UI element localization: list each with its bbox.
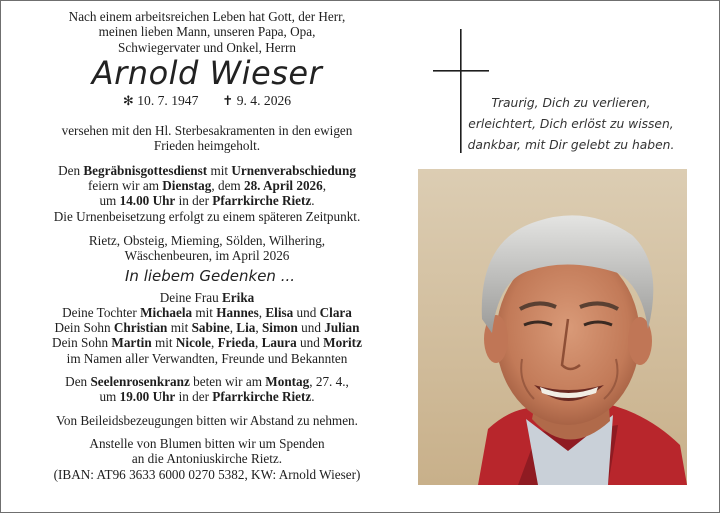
sacraments-line-1: versehen mit den Hl. Sterbesakramenten in den ewigen bbox=[61, 123, 353, 139]
life-dates bbox=[15, 93, 399, 109]
condolence-note: Von Beileidsbezeugungen bitten wir Abstand zu nehmen. bbox=[56, 412, 358, 428]
donation-line-1: Anstelle von Blumen bitten wir um Spenden bbox=[89, 435, 325, 451]
family-row-4: Dein Sohn Martin mit Nicole, Frieda, Laura und Moritz bbox=[52, 335, 362, 351]
places-line-1: Rietz, Obsteig, Mieming, Sölden, Wilhering, bbox=[88, 232, 326, 248]
family-row-1: Deine Frau Erika bbox=[159, 289, 255, 305]
memory-heading: In liebem Gedenken ... bbox=[125, 266, 295, 285]
birth-date: 10. 7. 1947 bbox=[137, 92, 199, 108]
portrait-photo bbox=[418, 169, 687, 485]
intro-line-3: Schwiegervater und Onkel, Herrn bbox=[118, 39, 296, 55]
family-row-5: im Namen aller Verwandten, Freunde und Bekannten bbox=[66, 350, 348, 366]
funeral-line-2: feiern wir am Dienstag, dem 28. April 2026, bbox=[87, 178, 327, 194]
family-row-3: Dein Sohn Christian mit Sabine, Lia, Simon und Julian bbox=[54, 320, 360, 336]
rosary-line-1: Den Seelenrosenkranz beten wir am Montag, 27. 4., bbox=[65, 374, 349, 390]
intro-line-2: meinen lieben Mann, unseren Papa, Opa, bbox=[98, 24, 316, 40]
quote-line-3: dankbar, mit Dir gelebt zu haben. bbox=[467, 138, 675, 152]
rosary-line-2: um 19.00 Uhr in der Pfarrkirche Rietz. bbox=[99, 389, 315, 405]
funeral-line-4: Die Urnenbeisetzung erfolgt zu einem späteren Zeitpunkt. bbox=[53, 208, 361, 224]
funeral-line-3: um 14.00 Uhr in der Pfarrkirche Rietz. bbox=[99, 193, 315, 209]
family-row-2: Deine Tochter Michaela mit Hannes, Elisa und Clara bbox=[62, 304, 352, 320]
quote-line-1: Traurig, Dich zu verlieren, bbox=[491, 96, 651, 110]
intro-line-1: Nach einem arbeitsreichen Leben hat Gott, der Herr, bbox=[68, 9, 346, 24]
death-cross-icon: ✝ bbox=[222, 93, 234, 109]
obituary-text-column bbox=[15, 9, 399, 482]
donation-line-2: an die Antoniuskirche Rietz. bbox=[131, 451, 283, 467]
places-line-2: Wäschenbeuren, im April 2026 bbox=[124, 248, 290, 264]
funeral-line-1: Den Begräbnisgottesdienst mit Urnenverabschiedung bbox=[58, 162, 356, 178]
donation-line-3: (IBAN: AT96 3633 6000 0270 5382, KW: Arnold Wieser) bbox=[53, 466, 361, 482]
sacraments-line-2: Frieden heimgeholt. bbox=[153, 138, 261, 154]
deceased-name: Arnold Wieser bbox=[91, 53, 323, 92]
birth-star-icon: ✻ bbox=[122, 93, 134, 109]
death-date: 9. 4. 2026 bbox=[236, 92, 292, 108]
quote-line-2: erleichtert, Dich erlöst zu wissen, bbox=[468, 117, 674, 131]
memorial-quote bbox=[448, 93, 694, 156]
